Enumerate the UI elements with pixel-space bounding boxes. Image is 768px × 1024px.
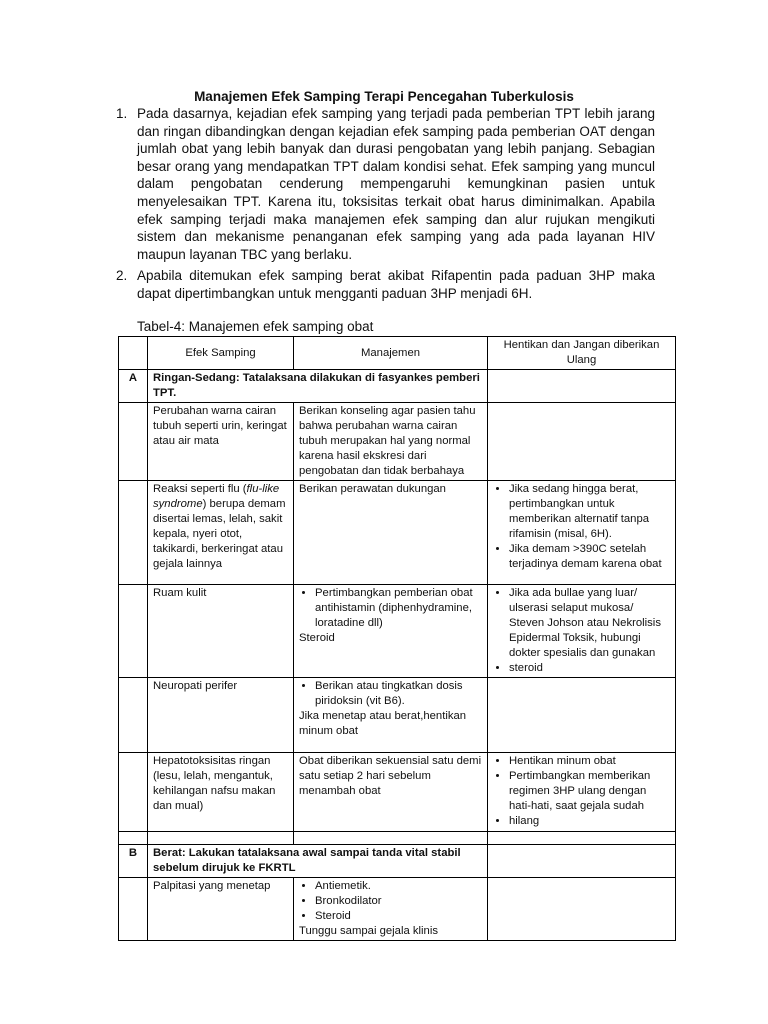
empty-cell (119, 403, 148, 481)
paragraph-text: Apabila ditemukan efek samping berat akibat Rifapentin pada paduan 3HP maka dapat dipertimbangkan untuk mengganti paduan 3HP menjadi 6H. (137, 268, 655, 301)
empty-cell (294, 832, 488, 845)
management-list (299, 679, 482, 709)
management-cell (294, 678, 488, 753)
management-cell (294, 878, 488, 941)
paragraph-2 (116, 267, 655, 302)
management-cell: Berikan konseling agar pasien tahu bahwa perubahan warna cairan tubuh merupakan hal yang normal karena hasil ekskresi dari pengobatan dan tidak berbahaya (294, 403, 488, 481)
stop-list (493, 754, 670, 829)
list-item: • Jika ada bullae yang luar/ ulserasi selaput mukosa/ Steven Johson atau Nekrolisis Epidermal Toksik, hubungi dokter spesialis dan gunakan (509, 586, 670, 661)
header-cell-management: Manajemen (294, 337, 488, 370)
section-b-row (119, 845, 676, 878)
list-item: • Hentikan minum obat (509, 754, 670, 769)
empty-cell (488, 832, 676, 845)
effect-cell: Neuropati perifer (148, 678, 294, 753)
section-label: B (119, 845, 148, 878)
section-description: Ringan-Sedang: Tatalaksana dilakukan di fasyankes pemberi TPT. (148, 370, 488, 403)
management-note: Tunggu sampai gejala klinis (299, 925, 438, 937)
effect-cell: Hepatotoksisitas ringan (lesu, lelah, mengantuk, kehilangan nafsu makan dan mual) (148, 753, 294, 832)
list-item: • steroid (509, 661, 670, 676)
empty-cell (119, 878, 148, 941)
management-cell: Obat diberikan sekuensial satu demi satu setiap 2 hari sebelum menambah obat (294, 753, 488, 832)
header-cell-effect: Efek Samping (148, 337, 294, 370)
table-row (119, 403, 676, 481)
list-item: • Berikan atau tingkatkan dosis piridoksin (vit B6). (315, 679, 482, 709)
table-caption: Tabel-4: Manajemen efek samping obat (137, 319, 374, 334)
list-item: • hilang (509, 814, 670, 829)
table-row (119, 753, 676, 832)
stop-cell (488, 481, 676, 585)
empty-cell (119, 753, 148, 832)
stop-cell (488, 585, 676, 678)
paragraph-number: 1. (116, 106, 128, 121)
section-label: A (119, 370, 148, 403)
paragraph-number: 2. (116, 268, 128, 283)
management-cell: Berikan perawatan dukungan (294, 481, 488, 585)
document-title: Manajemen Efek Samping Terapi Pencegahan Tuberkulosis (194, 89, 574, 104)
table-header-row (119, 337, 676, 370)
paragraph-text: Pada dasarnya, kejadian efek samping yang terjadi pada pemberian TPT lebih jarang dan ringan dibandingkan dengan kejadian efek samping pada pemberian OAT dengan jumlah obat yang lebih banyak dan durasi pengobatan yang lebih panjang. Sebagian besar orang yang mendapatkan TPT dalam kondisi sehat. Efek samping yang muncul dalam pengobatan cenderung mempengaruhi kemungkinan pasien untuk menyelesaikan TPT. Karena itu, toksisitas terkait obat harus diminimalkan. Apabila efek samping terjadi maka manajemen efek samping dan alur rujukan mengikuti sistem dan mekanisme penanganan efek samping yang ada pada layanan HIV maupun layanan TBC yang berlaku. (137, 106, 655, 262)
stop-cell (488, 878, 676, 941)
side-effect-table (118, 336, 676, 941)
list-item: • Steroid (315, 909, 482, 924)
effect-text: Reaksi seperti flu ( (153, 483, 247, 495)
stop-cell (488, 753, 676, 832)
effect-cell: Perubahan warna cairan tubuh seperti urin, keringat atau air mata (148, 403, 294, 481)
management-list (299, 879, 482, 924)
empty-cell (148, 832, 294, 845)
effect-cell: Ruam kulit (148, 585, 294, 678)
header-cell-index (119, 337, 148, 370)
table-row (119, 878, 676, 941)
section-description: Berat: Lakukan tatalaksana awal sampai tanda vital stabil sebelum dirujuk ke FKRTL (148, 845, 488, 878)
list-item: • Pertimbangkan pemberian obat antihistamin (diphenhydramine, loratadine dll) (315, 586, 482, 631)
stop-cell (488, 678, 676, 753)
management-note: Jika menetap atau berat,hentikan minum obat (299, 710, 467, 737)
stop-cell (488, 403, 676, 481)
empty-cell (119, 585, 148, 678)
management-list (299, 586, 482, 631)
management-note: Steroid (299, 632, 335, 644)
empty-cell (119, 481, 148, 585)
empty-cell (119, 832, 148, 845)
header-cell-stop: Hentikan dan Jangan diberikan Ulang (488, 337, 676, 370)
paragraph-1 (116, 105, 655, 263)
list-item: • Pertimbangkan memberikan regimen 3HP ulang dengan hati-hati, saat gejala sudah (509, 769, 670, 814)
effect-text: ) berupa demam disertai lemas, lelah, sakit kepala, nyeri otot, takikardi, berkeringat atau gejala lainnya (153, 498, 286, 570)
list-item: • Antiemetik. (315, 879, 482, 894)
list-item: • Bronkodilator (315, 894, 482, 909)
table-row (119, 678, 676, 753)
empty-cell (488, 370, 676, 403)
management-cell (294, 585, 488, 678)
effect-italic-text: flu-like syndrome (153, 483, 280, 510)
empty-cell (488, 845, 676, 878)
table-row (119, 481, 676, 585)
section-a-row (119, 370, 676, 403)
spacer-row (119, 832, 676, 845)
effect-cell (148, 481, 294, 585)
table-row (119, 585, 676, 678)
list-item: • Jika sedang hingga berat, pertimbangkan untuk memberikan alternatif tanpa rifamisin (misal, 6H). (509, 482, 670, 542)
effect-cell: Palpitasi yang menetap (148, 878, 294, 941)
empty-cell (119, 678, 148, 753)
stop-list (493, 586, 670, 676)
list-item: • Jika demam >390C setelah terjadinya demam karena obat (509, 542, 670, 572)
stop-list (493, 482, 670, 572)
